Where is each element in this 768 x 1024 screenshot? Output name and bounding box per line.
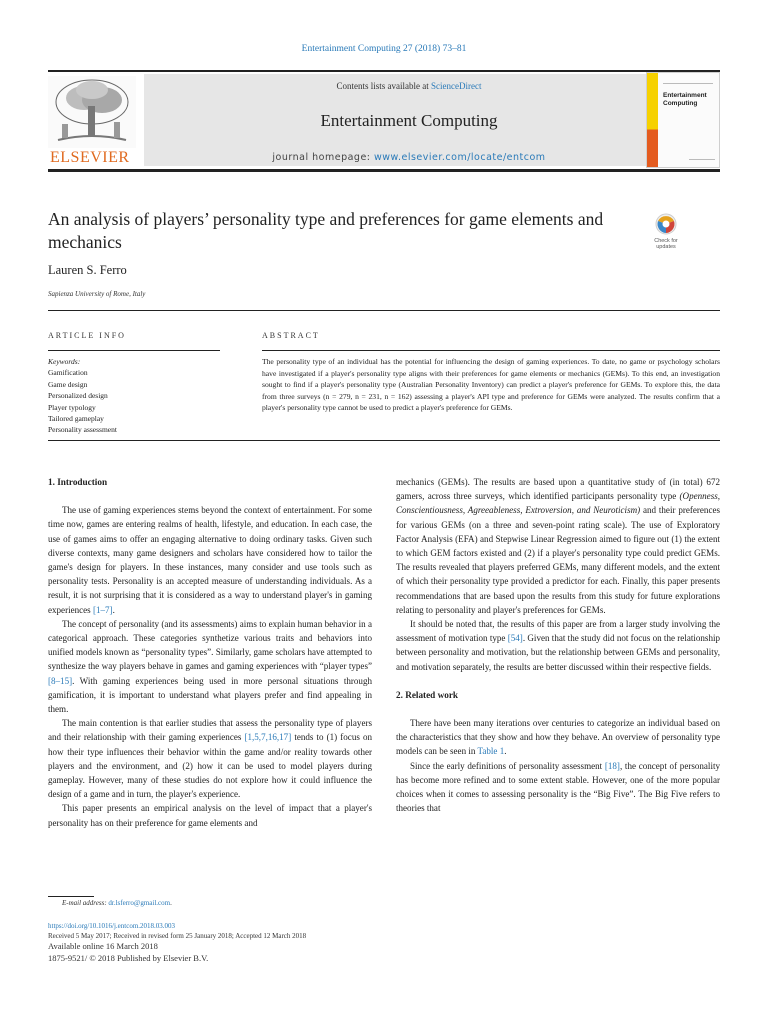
online-date: Available online 16 March 2018 xyxy=(48,941,158,951)
paper-title: An analysis of players’ personality type and preferences for game elements and mechanics xyxy=(48,209,604,252)
cover-stripe xyxy=(647,73,658,167)
paragraph-text: . xyxy=(504,746,507,757)
paragraph xyxy=(48,617,372,716)
email-label: E-mail address: xyxy=(62,899,107,907)
keyword-item: Personality assessment xyxy=(48,425,117,435)
table-link[interactable]: Table 1 xyxy=(477,746,505,757)
abstract-bottom-rule xyxy=(48,440,720,441)
author-affiliation: Sapienza University of Rome, Italy xyxy=(48,290,146,298)
keyword-item: Personalized design xyxy=(48,391,108,401)
abstract-rule xyxy=(262,350,720,351)
paragraph-text: The use of gaming experiences stems beyond the context of entertainment. For some time now, games are entering realms of health, lifestyle, and education. In each case, the use of games aims to offer an engaging alternative to doing ordinary tasks. Given such diverse contexts, many game designers and scholars have considered how to tailor the game's design for players. In these instances, many consider and use tools such as personality tests. Personality is an accepted measure of understanding individuals. As a result, it is not surprising that it is considered as a way to understand player's in gaming experiences xyxy=(48,505,372,615)
emphasis-text: (Openness, Conscientiousness, Agreeableness, Extroversion, and Neuroticism) xyxy=(396,491,720,516)
paragraph xyxy=(396,759,720,816)
body-right-column xyxy=(396,475,720,815)
paragraph xyxy=(396,617,720,674)
article-info-heading: ARTICLE INFO xyxy=(48,331,126,340)
paragraph-text: It should be noted that, the results of this paper are from a larger study involving the assessment of motivation type xyxy=(396,619,720,644)
paragraph-text: . With gaming experiences being used in more personal situations through gamification, it is important to understand what players prefer and find appealing in them. xyxy=(48,675,372,715)
citation-link[interactable]: [54] xyxy=(507,633,523,644)
homepage-line xyxy=(144,152,674,163)
paragraph-text: There have been many iterations over centuries to categorize an individual based on the characteristics that they show and how they behave. An overview of personality type models can be seen in xyxy=(396,718,720,757)
tree-icon xyxy=(48,76,136,148)
keywords-list xyxy=(48,356,117,436)
keyword-item: Gamification xyxy=(48,368,88,378)
paragraph xyxy=(48,716,372,801)
keywords-label: Keywords: xyxy=(48,357,81,366)
citation-link[interactable]: [18] xyxy=(604,760,620,771)
paragraph-text: The concept of personality (and its assessments) aims to explain human behavior in a categorical approach. These categories synthetize various traits and behaviors into unified models known as “personality types”. Similarly, game scholars have attempted to synthesize the way players behave in games and gaming experiences with “player types” xyxy=(48,618,372,672)
citation-link[interactable]: [8–15] xyxy=(48,675,73,686)
sciencedirect-link[interactable]: ScienceDirect xyxy=(431,81,482,91)
paragraph: The use of gaming experiences stems beyond the context of entertainment. For some time now, games are entering realms of health, lifestyle, and education. In each case, the use of games aims to offer an engaging alternative to doing ordinary tasks. Given such diverse contexts, many game designers and scholars have considered how to tailor the game's design for players. In these instances, many consider and use tools such as personality tests. Personality is an accepted measure of understanding individuals. As a result, it is not surprising that it is considered as a way to understand player's in gaming experiences [1–7]. xyxy=(48,505,372,615)
doi-link[interactable]: https://doi.org/10.1016/j.entcom.2018.03.003 xyxy=(48,922,176,930)
crossmark-icon xyxy=(648,212,684,238)
section-heading-introduction: 1. Introduction xyxy=(48,477,108,487)
journal-citation[interactable]: Entertainment Computing 27 (2018) 73–81 xyxy=(301,44,467,54)
elsevier-tree-logo xyxy=(48,76,136,166)
paragraph-text: . Given that the study did not focus on the relationship between personality and motivation, but the relationship between GEMs and personality, and motivation separately, the results are better discussed within their respective fields. xyxy=(396,633,721,672)
cover-rule xyxy=(689,159,715,160)
paragraph-text: tends to (1) focus on how their type influences their behavior within the game and/or reality towards other players and the environment, and (2) how it can be used to model players during gameplay. However, many of these studies do not explore how it could influence the design of a game and in turn, the player's experience. xyxy=(48,732,373,800)
article-info-rule xyxy=(48,350,220,351)
keyword-item: Game design xyxy=(48,379,88,389)
author-email-footnote: E-mail address: dr.lsferro@gmail.com. xyxy=(62,899,172,907)
body-left-column xyxy=(48,475,372,830)
section-heading-related-work: 2. Related work xyxy=(396,689,459,700)
contents-prefix: Contents lists available at xyxy=(336,81,431,91)
journal-masthead xyxy=(48,70,720,171)
homepage-prefix: journal homepage: xyxy=(272,152,375,163)
cover-title: Entertainment Computing xyxy=(663,92,707,107)
abstract-text: The personality type of an individual has the potential for influencing the design of gaming experiences. To date, no game or psychology scholars have investigated if a player's personality type aligns with their preferences for game elements or mechanics (GEMs). To this end, an investigation sought to find if a player's personality type (Australian Personality Inventory) can predict a player's preference for GEMs. To explore this, the data from three surveys (n = 279, n = 231, n = 162) assessing a player's API type and preference for GEMs were analyzed. The results confirm that a player's personality type cannot be used to predict a player's preference for GEMs. xyxy=(262,357,720,412)
cover-rule xyxy=(663,83,713,84)
paragraph: This paper presents an empirical analysis on the level of impact that a player's personality has on their preference for game elements and xyxy=(48,803,372,828)
paragraph xyxy=(396,716,720,759)
journal-title: Entertainment Computing xyxy=(320,111,498,130)
author-name: Lauren S. Ferro xyxy=(48,263,127,277)
paragraph-text: mechanics (GEMs). The results are based upon a quantitative study of (in total) 672 gamers, across three surveys, which identified participants personality type xyxy=(396,477,720,502)
title-divider xyxy=(48,310,720,311)
keyword-item: Tailored gameplay xyxy=(48,414,104,424)
paragraph xyxy=(396,475,720,617)
citation-link[interactable]: [1–7] xyxy=(92,604,113,615)
journal-cover-thumbnail[interactable] xyxy=(646,72,720,168)
email-link[interactable]: dr.lsferro@gmail.com xyxy=(108,899,171,907)
copyright-line: 1875-9521/ © 2018 Published by Elsevier B.V. xyxy=(48,953,209,963)
homepage-link[interactable]: www.elsevier.com/locate/entcom xyxy=(374,152,546,163)
elsevier-wordmark: ELSEVIER xyxy=(50,149,130,166)
crossmark-label: Check for updates xyxy=(654,238,678,250)
keyword-item: Player typology xyxy=(48,402,96,412)
masthead-banner xyxy=(144,74,674,166)
contents-line xyxy=(144,81,674,91)
citation-link[interactable]: [1,5,7,16,17] xyxy=(244,732,292,743)
paragraph-text: and their preferences for various GEMs (on a three and seven-point rating scale). The use of Exploratory Factor Analysis (EFA) and Stepwise Linear Regression aimed to figure out (1) the extent to which GEM factors existed and (2) if a player's personality type could predict GEMs. The results revealed that players preferred GEMs, many different models, and the extent of which their personality type provided a predictor for each. Finally, this paper presents recommendations that are based upon the results from this study for future explorations relating to personality and player's preferences for GEMs. xyxy=(396,505,720,615)
abstract-heading: ABSTRACT xyxy=(262,331,320,340)
paragraph-text: , the concept of personality has become more refined and to some extent stable. However, one of the more popular choices when it comes to assessing personality is the “Big Five”. The Big Five refers to theories that xyxy=(396,760,720,814)
received-dates: Received 5 May 2017; Received in revised form 25 January 2018; Accepted 12 March 2018 xyxy=(48,932,307,940)
masthead-top-rule xyxy=(48,70,720,72)
paragraph-text: The main contention is that earlier studies that assess the personality type of players and their relationship with their gaming experiences xyxy=(48,718,372,743)
masthead-bottom-rule xyxy=(48,169,720,172)
paragraph-text: Since the early definitions of personality assessment xyxy=(410,760,605,771)
footnote-rule xyxy=(48,896,94,897)
